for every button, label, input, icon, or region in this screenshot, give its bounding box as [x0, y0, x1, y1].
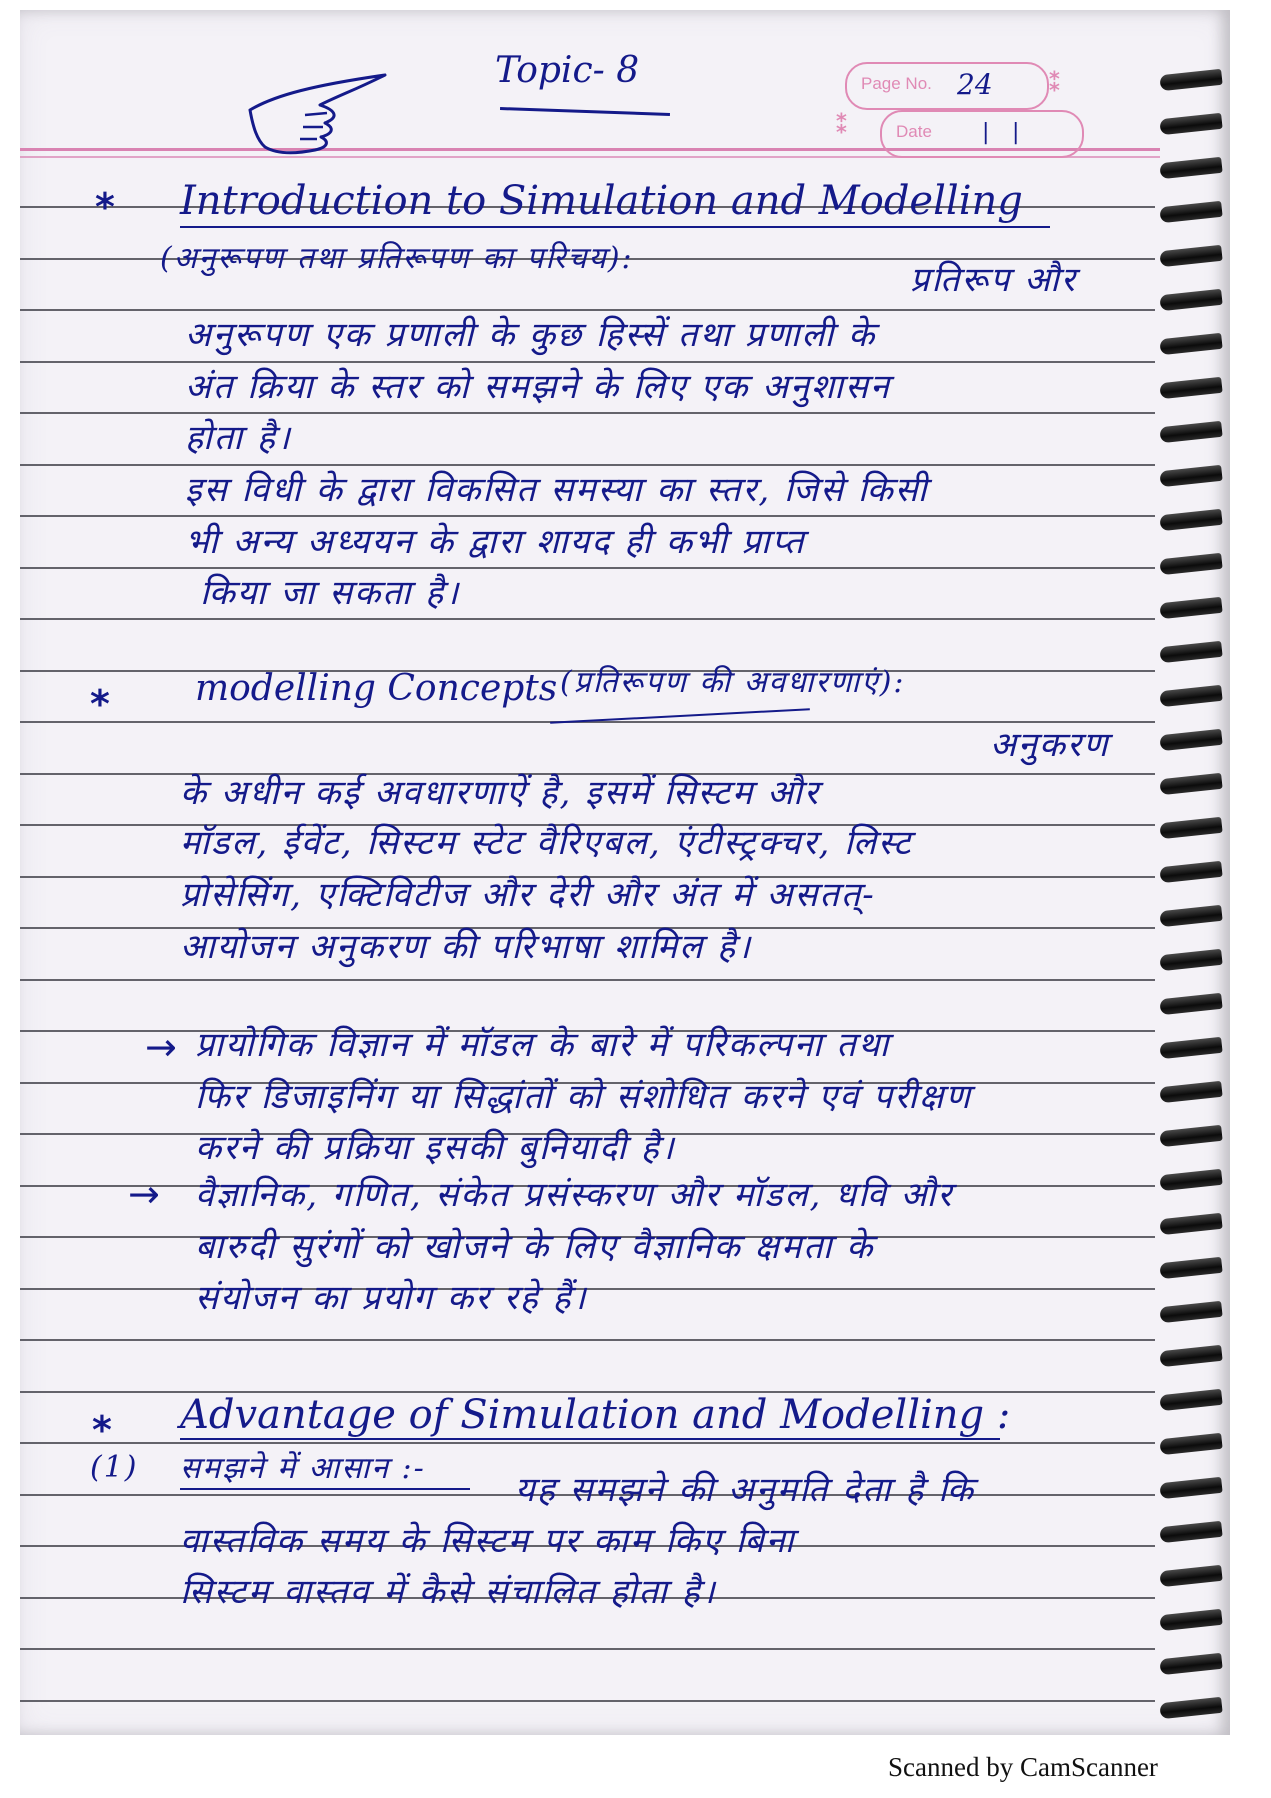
spiral-coil: [1159, 509, 1222, 531]
spiral-coil: [1159, 1433, 1222, 1455]
ruled-line: [20, 979, 1155, 981]
topic-underline: [500, 107, 670, 116]
spiral-coil: [1159, 201, 1222, 223]
spiral-coil: [1159, 597, 1222, 619]
spiral-coil: [1159, 1037, 1222, 1059]
section2-title: modelling Concepts: [195, 668, 558, 709]
spiral-coil: [1159, 817, 1222, 839]
section3-bullet: *: [92, 1408, 112, 1452]
spiral-coil: [1159, 1521, 1222, 1543]
section1-line: होता है।: [185, 418, 292, 458]
ruled-line: [20, 1648, 1155, 1650]
spiral-coil: [1159, 949, 1222, 971]
section2-subtitle: (प्रतिरूपण की अवधारणाएं):: [560, 665, 906, 700]
date-box: [880, 110, 1084, 158]
section1-line: किया जा सकता है।: [200, 573, 461, 613]
section2-line: के अधीन कई अवधारणाऐं है, इसमें सिस्टम और: [180, 773, 820, 813]
spiral-coil: [1159, 69, 1222, 91]
spiral-coil: [1159, 1257, 1222, 1279]
section1-line: प्रतिरूप और: [910, 260, 1077, 300]
arrow-point-line: फिर डिजाइनिंग या सिद्धांतों को संशोधित करने एवं परीक्षण: [195, 1077, 972, 1117]
spiral-coil: [1159, 1301, 1222, 1323]
spiral-coil: [1159, 289, 1222, 311]
spiral-coil: [1159, 465, 1222, 487]
page-hash-mark: ⁑: [1048, 68, 1062, 98]
section3-title-underline: [180, 1438, 1000, 1440]
section1-title-underline: [180, 226, 1050, 228]
section3-title: Advantage of Simulation and Modelling :: [180, 1392, 1011, 1438]
ruled-line: [20, 567, 1155, 569]
arrow-point-line: बारुदी सुरंगों को खोजने के लिए वैज्ञानिक क्षमता के: [195, 1227, 875, 1267]
ruled-line: [20, 1442, 1155, 1444]
section2-line: मॉडल, ईवेंट, सिस्टम स्टेट वैरिएबल, एंटीस्ट्रक्चर, लिस्ट: [180, 823, 913, 863]
spiral-coil: [1159, 377, 1222, 399]
spiral-coil: [1159, 641, 1222, 663]
section2-line: प्रोसेसिंग, एक्टिविटीज और देरी और अंत में असतत्-: [180, 875, 876, 915]
arrow-point-line: करने की प्रक्रिया इसकी बुनियादी है।: [195, 1128, 676, 1168]
spiral-coil: [1159, 773, 1222, 795]
scanner-watermark: Scanned by CamScanner: [888, 1752, 1158, 1782]
ruled-line: [20, 618, 1155, 620]
spiral-coil: [1159, 1081, 1222, 1103]
date-separator: |: [982, 120, 990, 145]
ruled-line: [20, 1339, 1155, 1341]
spiral-coil: [1159, 861, 1222, 883]
spiral-coil: [1159, 157, 1222, 179]
spiral-coil: [1159, 1169, 1222, 1191]
item-title: समझने में आसान :-: [180, 1451, 426, 1486]
page-number-box: [845, 62, 1049, 110]
date-hash-mark: ⁑: [835, 110, 849, 140]
section1-line: इस विधी के द्वारा विकसित समस्या का स्तर, जिसे किसी: [185, 470, 929, 510]
item-number: (1): [90, 1450, 139, 1485]
section3-line: यह समझने की अनुमति देता है कि: [515, 1470, 976, 1510]
spiral-coil: [1159, 1389, 1222, 1411]
spiral-coil: [1159, 685, 1222, 707]
spiral-coil: [1159, 729, 1222, 751]
spiral-coil: [1159, 1609, 1222, 1631]
spiral-coil: [1159, 1697, 1222, 1719]
section2-line: अनुकरण: [990, 725, 1110, 765]
spiral-coil: [1159, 1477, 1222, 1499]
spiral-coil: [1159, 1565, 1222, 1587]
section2-line: आयोजन अनुकरण की परिभाषा शामिल है।: [180, 927, 753, 967]
pointing-hand-icon: [245, 55, 395, 160]
spiral-coil: [1159, 993, 1222, 1015]
section1-bullet: *: [95, 185, 115, 229]
section1-subtitle: (अनुरूपण तथा प्रतिरूपण का परिचय):: [160, 241, 634, 276]
spiral-coil: [1159, 905, 1222, 927]
arrow-point-line: प्रायोगिक विज्ञान में मॉडल के बारे में परिकल्पना तथा: [195, 1025, 891, 1065]
spiral-coil: [1159, 245, 1222, 267]
spiral-coil: [1159, 553, 1222, 575]
section3-line: सिस्टम वास्तव में कैसे संचालित होता है।: [180, 1572, 717, 1612]
date-label: Date: [896, 122, 932, 141]
section1-line: अनुरूपण एक प्रणाली के कुछ हिस्सें तथा प्रणाली के: [185, 315, 877, 355]
spiral-coil: [1159, 113, 1222, 135]
spiral-coil: [1159, 421, 1222, 443]
section1-title: Introduction to Simulation and Modelling: [180, 178, 1023, 224]
page-label: Page No.: [861, 74, 932, 93]
spiral-coil: [1159, 1653, 1222, 1675]
spiral-coil: [1159, 1213, 1222, 1235]
section3-line: वास्तविक समय के सिस्टम पर काम किए बिना: [180, 1521, 796, 1561]
spiral-coil: [1159, 1345, 1222, 1367]
section1-line: अंत क्रिया के स्तर को समझने के लिए एक अनुशासन: [185, 367, 891, 407]
arrow-point-line: संयोजन का प्रयोग कर रहे हैं।: [195, 1278, 588, 1318]
date-separator: |: [1012, 120, 1020, 145]
arrow-bullet: →: [145, 1025, 177, 1069]
spiral-coil: [1159, 1125, 1222, 1147]
section2-bullet: *: [90, 682, 110, 726]
ruled-line: [20, 1700, 1155, 1702]
page-number: 24: [957, 68, 993, 101]
section1-line: भी अन्य अध्ययन के द्वारा शायद ही कभी प्राप्त: [185, 522, 806, 562]
arrow-point-line: वैज्ञानिक, गणित, संकेत प्रसंस्करण और मॉडल, धवि और: [195, 1175, 954, 1215]
topic-heading: Topic- 8: [495, 50, 640, 91]
item-title-underline: [180, 1488, 470, 1490]
notebook-page: [20, 10, 1230, 1735]
arrow-bullet: →: [128, 1172, 160, 1216]
spiral-coil: [1159, 333, 1222, 355]
